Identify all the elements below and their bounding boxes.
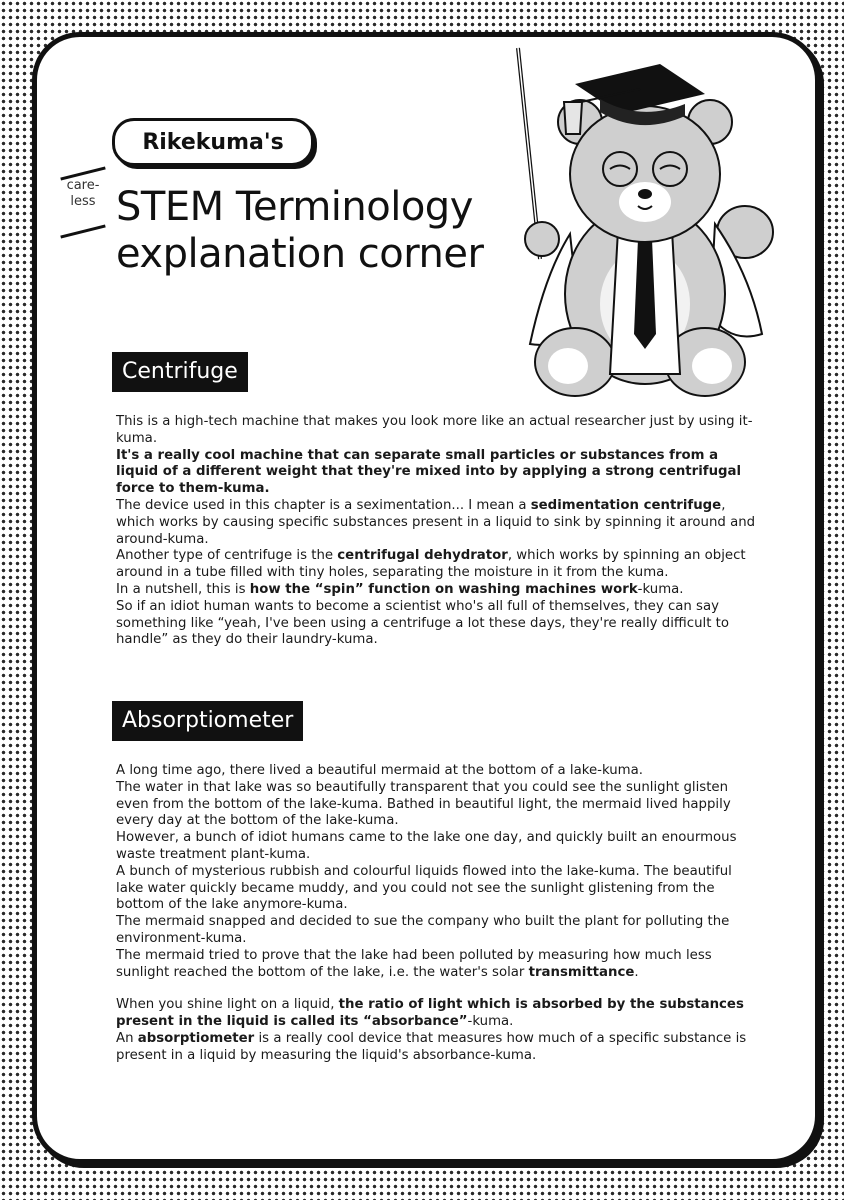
bold-term: centrifugal dehydrator (337, 548, 508, 564)
text: In a nutshell, this is (116, 581, 250, 597)
paragraph-gap (116, 981, 756, 997)
text: , which works by causing specific substances present in a liquid to sink by spinning it around and around-kuma. (116, 497, 756, 547)
paragraph (116, 582, 756, 599)
paragraph-bold (116, 448, 756, 498)
paragraph: However, a bunch of idiot humans came to the lake one day, and quickly built an enourmous waste treatment plant-kuma. (116, 830, 737, 862)
bold-term: the ratio of light which is absorbed by the substances present in the liquid is called its “absorbance” (116, 997, 744, 1030)
text: is a really cool device that measures how much of a specific substance is present in a liquid by measuring the liquid's absorbance-kuma. (116, 1030, 747, 1063)
page-title (116, 184, 516, 278)
paragraph: This is a high-tech machine that makes you look more like an actual researcher just by using it-kuma. (116, 414, 753, 446)
bold-term: how the “spin” function on washing machines work (249, 581, 638, 597)
bold-term: transmittance (528, 964, 635, 980)
bold-term: absorptiometer (137, 1030, 255, 1046)
paragraph: The mermaid snapped and decided to sue the company who built the plant for polluting the environment-kuma. (116, 914, 730, 946)
careless-bottom: less (70, 194, 96, 209)
text: . (634, 964, 639, 980)
text: An (116, 1030, 138, 1046)
paragraph: The water in that lake was so beautifully transparent that you could see the sunlight glisten even from the bottom of the lake-kuma. Bathed in beautiful light, the mermaid lived happily every day at the bottom of the lake-kuma. (116, 779, 731, 829)
title-line-2: explanation corner (116, 231, 484, 277)
text: , which works by spinning an object around in a tube filled with tiny holes, separating the moisture in it from the kuma. (116, 548, 746, 581)
centrifuge-body (116, 414, 756, 649)
section-heading-centrifuge: Centrifuge (112, 352, 248, 392)
paragraph (116, 498, 756, 548)
text: The mermaid tried to prove that the lake had been polluted by measuring how much less sunlight reached the bottom of the lake, i.e. the water's solar (116, 947, 712, 980)
text: Another type of centrifuge is the (116, 548, 338, 564)
paragraph (116, 1031, 756, 1065)
title-line-1: STEM Terminology (116, 184, 473, 230)
paragraph (116, 548, 756, 582)
paragraph: A bunch of mysterious rubbish and colourful liquids flowed into the lake-kuma. The beautiful lake water quickly became muddy, and you could not see the sunlight glistening from the bottom of the lake anymore-kuma. (116, 863, 732, 913)
rikekuma-label: Rikekuma's (112, 118, 314, 166)
text: -kuma. (637, 581, 684, 597)
careless-label (58, 178, 108, 210)
paragraph (116, 997, 756, 1031)
careless-top: care- (66, 178, 100, 193)
text: When you shine light on a liquid, (116, 997, 339, 1013)
paragraph (116, 948, 756, 982)
text: The device used in this chapter is a seximentation... I mean a (116, 497, 531, 513)
section-heading-absorptiometer: Absorptiometer (112, 701, 303, 741)
absorptiometer-body (116, 763, 756, 1065)
bold-term: sedimentation centrifuge (530, 497, 722, 513)
paragraph: A long time ago, there lived a beautiful mermaid at the bottom of a lake-kuma. (116, 763, 644, 778)
paragraph: So if an idiot human wants to become a scientist who's all full of themselves, they can say something like “yeah, I've been using a centrifuge a lot these days, they're really difficult to handle” as they do their laundry-kuma. (116, 598, 729, 648)
professor-bear-illustration (500, 44, 790, 404)
bold-text: It's a really cool machine that can separate small particles or substances from a liquid of a different weight that they're mixed into by applying a strong centrifugal force to them-kuma. (116, 447, 742, 497)
text: -kuma. (467, 1014, 514, 1030)
